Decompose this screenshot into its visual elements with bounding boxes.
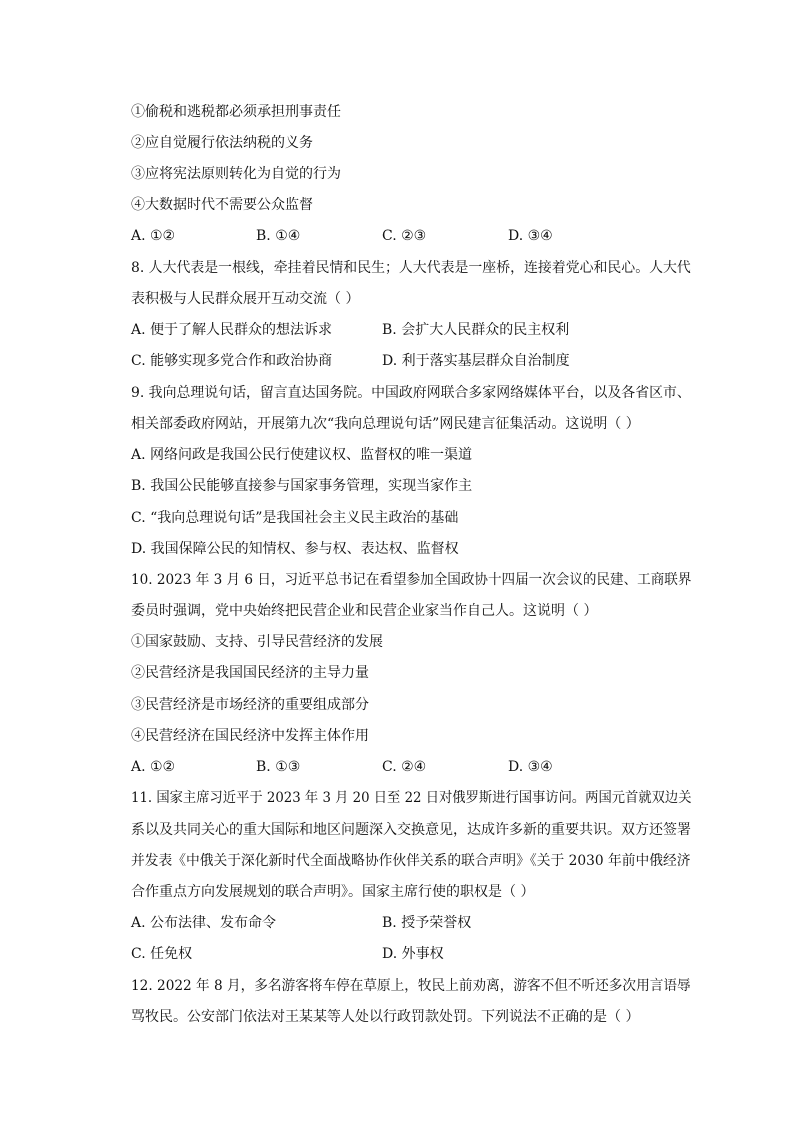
q10-option-b: B. ①③ xyxy=(256,759,301,775)
q9-option-d: D. 我国保障公民的知情权、参与权、表达权、监督权 xyxy=(131,541,459,557)
q10-option-c: C. ②④ xyxy=(382,759,427,775)
question-10-stem-line-2: 委员时强调，党中央始终把民营企业和民营企业家当作自己人。这说明（ ） xyxy=(131,603,598,619)
question-11-stem-line-3: 并发表《中俄关于深化新时代全面战略协作伙伴关系的联合声明》《关于 2030 年前中俄经济 xyxy=(131,853,691,869)
statement-1: ①偷税和逃税都必须承担刑事责任 xyxy=(131,104,341,120)
q8-option-c: C. 能够实现多党合作和政治协商 xyxy=(131,353,333,369)
q9-option-a: A. 网络问政是我国公民行使建议权、监督权的唯一渠道 xyxy=(131,447,473,463)
q10-option-d: D. ③④ xyxy=(508,759,553,775)
question-12-stem-line-1: 12. 2022 年 8 月，多名游客将车停在草原上，牧民上前劝离，游客不但不听还多次用言语辱 xyxy=(131,978,691,994)
option-b: B. ①④ xyxy=(256,228,301,244)
question-12-stem-line-2: 骂牧民。公安部门依法对王某某等人处以行政罚款处罚。下列说法不正确的是（ ） xyxy=(131,1009,640,1025)
q9-option-b: B. 我国公民能够直接参与国家事务管理，实现当家作主 xyxy=(131,478,473,494)
question-9-stem-line-2: 相关部委政府网站，开展第九次“我向总理说句话”网民建言征集活动。这说明（ ） xyxy=(131,416,640,432)
q11-option-d: D. 外事权 xyxy=(382,946,444,962)
q10-statement-2: ②民营经济是我国国民经济的主导力量 xyxy=(131,665,369,681)
q9-option-c: C. “我向总理说句话”是我国社会主义民主政治的基础 xyxy=(131,510,459,526)
option-a: A. ①② xyxy=(131,228,176,244)
q10-option-a: A. ①② xyxy=(131,759,176,775)
q8-option-d: D. 利于落实基层群众自治制度 xyxy=(382,353,570,369)
q11-option-a: A. 公布法律、发布命令 xyxy=(131,915,277,931)
option-c: C. ②③ xyxy=(382,228,427,244)
question-8-stem-line-2: 表积极与人民群众展开互动交流（ ） xyxy=(131,291,360,307)
question-8-stem-line-1: 8. 人大代表是一根线，牵挂着民情和民生；人大代表是一座桥，连接着党心和民心。人大代 xyxy=(131,260,691,276)
statement-3: ③应将宪法原则转化为自觉的行为 xyxy=(131,166,341,182)
q8-option-a: A. 便于了解人民群众的想法诉求 xyxy=(131,322,333,338)
q10-statement-3: ③民营经济是市场经济的重要组成部分 xyxy=(131,697,369,713)
q10-statement-4: ④民营经济在国民经济中发挥主体作用 xyxy=(131,728,369,744)
question-11-stem-line-4: 合作重点方向发展规划的联合声明》。国家主席行使的职权是（ ） xyxy=(131,884,535,900)
option-d: D. ③④ xyxy=(508,228,553,244)
question-11-stem-line-1: 11. 国家主席习近平于 2023 年 3 月 20 日至 22 日对俄罗斯进行国事访问。两国元首就双边关 xyxy=(131,790,692,806)
statement-4: ④大数据时代不需要公众监督 xyxy=(131,197,313,213)
question-11-stem-line-2: 系以及共同关心的重大国际和地区问题深入交换意见，达成许多新的重要共识。双方还签署 xyxy=(131,822,691,838)
question-9-stem-line-1: 9. 我向总理说句话，留言直达国务院。中国政府网联合多家网络媒体平台，以及各省区市、 xyxy=(131,385,691,401)
question-10-stem-line-1: 10. 2023 年 3 月 6 日，习近平总书记在看望参加全国政协十四届一次会议的民建、工商联界 xyxy=(131,572,692,588)
q11-option-c: C. 任免权 xyxy=(131,946,193,962)
q10-statement-1: ①国家鼓励、支持、引导民营经济的发展 xyxy=(131,634,383,650)
q8-option-b: B. 会扩大人民群众的民主权利 xyxy=(382,322,570,338)
q11-option-b: B. 授予荣誉权 xyxy=(382,915,472,931)
statement-2: ②应自觉履行依法纳税的义务 xyxy=(131,135,313,151)
